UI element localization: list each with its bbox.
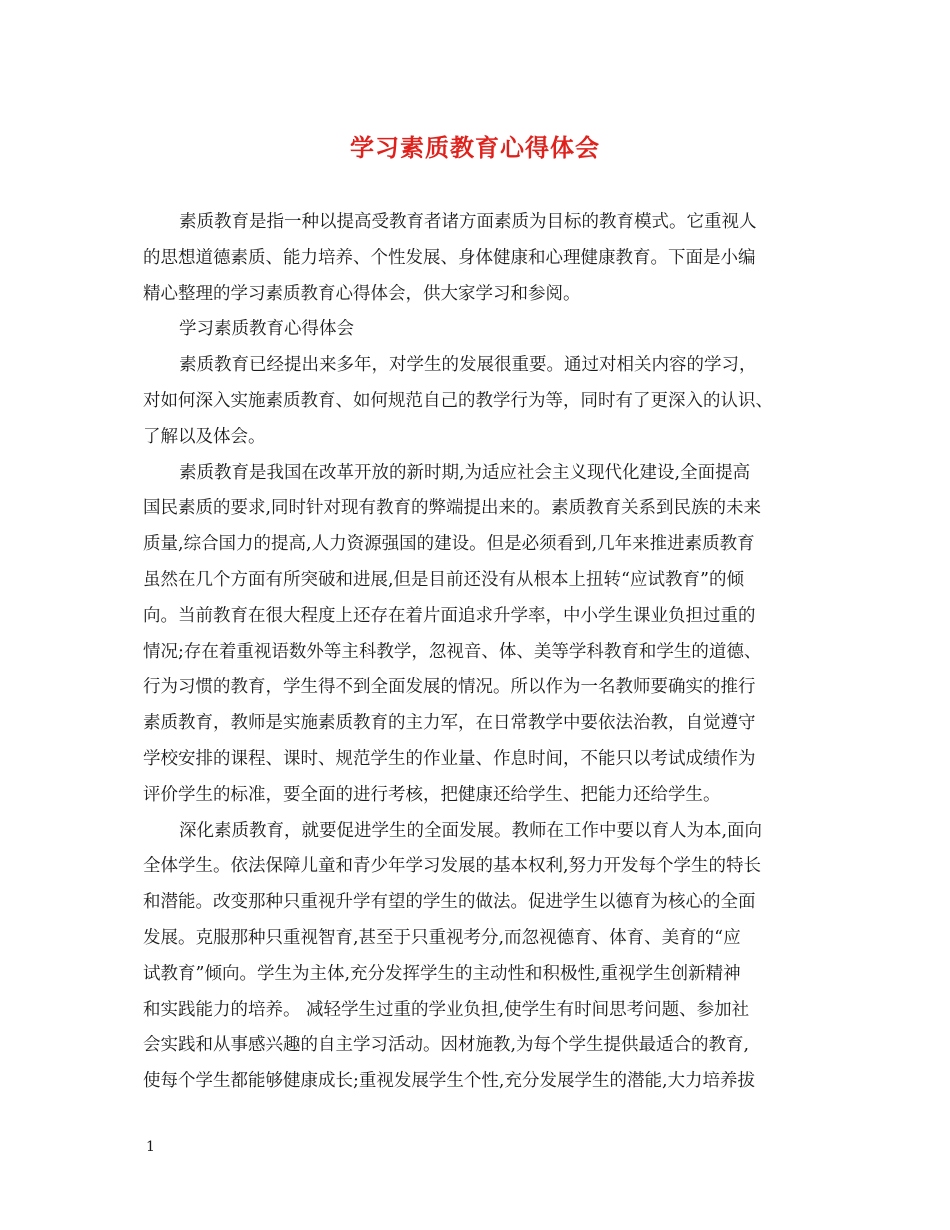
- text-line: 和潜能。改变那种只重视升学有望的学生的做法。促进学生以德育为核心的全面: [143, 892, 756, 913]
- text-line: 素质教育已经提出来多年，对学生的发展很重要。通过对相关内容的学习，: [179, 355, 757, 376]
- text-line: 行为习惯的教育，学生得不到全面发展的情况。所以作为一名教师要确实的推行: [143, 677, 756, 698]
- section-heading: 学习素质教育心得体会: [179, 319, 354, 340]
- text-line: 了解以及体会。: [143, 426, 266, 447]
- text-line: 虽然在几个方面有所突破和进展,但是目前还没有从根本上扭转“应试教育”的倾: [143, 569, 744, 590]
- text-line: 向。当前教育在很大程度上还存在着片面追求升学率，中小学生课业负担过重的: [143, 605, 756, 626]
- text-line: 全体学生。依法保障儿童和青少年学习发展的基本权利,努力开发每个学生的特长: [143, 856, 762, 877]
- text-line: 使每个学生都能够健康成长;重视发展学生个性,充分发展学生的潜能,大力培养拔: [143, 1071, 756, 1092]
- document-title: 学习素质教育心得体会: [350, 133, 600, 162]
- text-line: 发展。克服那种只重视智育,甚至于只重视考分,而忽视德育、体育、美育的“应: [143, 927, 741, 948]
- text-line: 精心整理的学习素质教育心得体会，供大家学习和参阅。: [143, 283, 581, 304]
- text-line: 评价学生的标准，要全面的进行考核，把健康还给学生、把能力还给学生。: [143, 784, 721, 805]
- text-line: 素质教育是我国在改革开放的新时期,为适应社会主义现代化建设,全面提高: [179, 462, 751, 483]
- document-body: [143, 205, 825, 1100]
- text-line: 和实践能力的培养。 减轻学生过重的学业负担,使学生有时间思考问题、参加社: [143, 999, 750, 1020]
- text-line: 情况;存在着重视语数外等主科教学，忽视音、体、美等学科教育和学生的道德、: [143, 641, 762, 662]
- text-line: 素质教育是指一种以提高受教育者诸方面素质为目标的教育模式。它重视人: [179, 212, 757, 232]
- text-line: 试教育”倾向。学生为主体,充分发挥学生的主动性和积极性,重视学生创新精神: [143, 963, 741, 984]
- text-line: 国民素质的要求,同时针对现有教育的弊端提出来的。素质教育关系到民族的未来: [143, 498, 762, 519]
- text-line: 的思想道德素质、能力培养、个性发展、身体健康和心理健康教育。下面是小编: [143, 247, 756, 268]
- text-line: 会实践和从事感兴趣的自主学习活动。因材施教,为每个学生提供最适合的教育,: [143, 1035, 750, 1056]
- page-number: 1: [146, 1139, 155, 1155]
- text-line: 深化素质教育，就要促进学生的全面发展。教师在工作中要以育人为本,面向: [179, 820, 763, 841]
- text-line: 质量,综合国力的提高,人力资源强国的建设。但是必须看到,几年来推进素质教育: [143, 534, 755, 555]
- text-line: 素质教育，教师是实施素质教育的主力军，在日常教学中要依法治教，自觉遵守: [143, 713, 756, 734]
- text-line: 对如何深入实施素质教育、如何规范自己的教学行为等，同时有了更深入的认识、: [143, 390, 773, 411]
- text-line: 学校安排的课程、课时、规范学生的作业量、作息时间，不能只以考试成绩作为: [143, 748, 756, 769]
